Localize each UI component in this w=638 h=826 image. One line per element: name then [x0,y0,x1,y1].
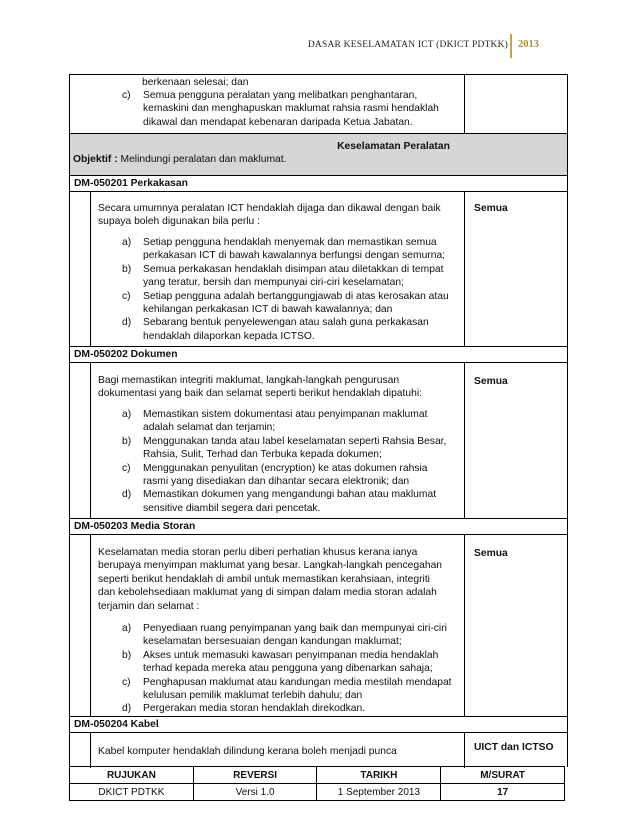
footer-value-cell: Versi 1.0 [193,784,317,801]
dm-050202-code: DM-050202 Dokumen [74,349,178,360]
dm-050201-responsibility: Semua [474,203,508,214]
document-title: DASAR KESELAMATAN ICT (DKICT PDTKK) [307,40,508,50]
dm-050201-code: DM-050201 Perkakasan [74,178,188,189]
objective: Objektif : Melindungi peralatan dan maklumat. [73,154,287,165]
footer-value-cell: 1 September 2013 [317,784,441,801]
dm-050202-responsibility: Semua [474,376,508,387]
dm-050201-intro-2: supaya boleh digunakan bila perlu : [98,216,261,228]
section-title: Keselamatan Peralatan [337,141,450,152]
continuation-row [70,74,567,133]
header-separator [510,34,512,58]
list-item: c) Semua pengguna peralatan yang melibatkan penghantaran, kemaskini dan menghapuskan maklumat rahsia rasmi hendaklah dikawal dan mendapat kebenaran daripada Ketua Jabatan. [122,90,439,128]
dm-050201-intro-1: Secara umumnya peralatan ICT hendaklah dijaga dan dikawal dengan baik [98,203,441,214]
dm-050203-intro-2: berupaya menyimpan maklumat yang besar. Langkah-langkah pencegahan [98,560,443,572]
dm-050204-responsibility: UICT dan ICTSO [474,742,554,753]
footer-table [69,766,565,801]
dm-050203-intro-5: terjamin dan selamat : [98,600,200,612]
section-row [70,133,567,176]
dm-050202-code-row [70,346,567,363]
policy-table [69,74,568,767]
dm-050203-code: DM-050203 Media Storan [74,521,196,532]
dm-050203-intro-3: seperti berikut hendaklah di ambil untuk memastikan kerahsiaan, integriti [98,573,430,585]
footer-header-cell: REVERSI [193,767,317,784]
continuation-line: berkenaan selesai; dan [142,77,249,88]
dm-050202-intro-2: dokumentasi yang baik dan selamat seperti berikut hendaklah dipatuhi: [98,388,422,400]
dm-050203-intro-4: dan kebolehsediaan maklumat yang di simpan dalam media storan adalah [98,587,437,599]
footer-header-cell: RUJUKAN [70,767,194,784]
dm-050203-intro-1: Keselamatan media storan perlu diberi perhatian khusus kerana ianya [98,547,418,558]
page-number: 17 [441,784,565,801]
dm-050201-body-row: Secara umumnya peralatan ICT hendaklah dijaga dan dikawal dengan baik supaya boleh digunakan bila perlu : Semua a) Setiap pengguna hendaklah menyemak dan memastikan semua perkakasan ICT di bawah kawalannya berfungsi dengan semurna; b) Semua perkakasan hendaklah disimpan atau diletakkan di tempat yang teratur, bersih dan mempunyai ciri-ciri keselamatan; c) Setiap pengguna adalah bertanggungjawab di atas kerosakan atau kehilangan perkakasan ICT di bawah kawalannya; dan d) Sebarang bentuk penyelewengan atau salah guna perkakasan hendaklah dilaporkan kepada ICTSO. [70,191,567,347]
dm-050204-intro-1: Kabel komputer hendaklah dilindung kerana boleh menjadi punca [98,746,397,757]
footer-value-row [70,784,565,801]
dm-050201-code-row [70,175,567,192]
footer-value-cell: DKICT PDTKK [70,784,194,801]
footer-header-row [70,767,565,784]
footer-header-cell: M/SURAT [441,767,565,784]
dm-050203-responsibility: Semua [474,548,508,559]
dm-050203-body-row: Keselamatan media storan perlu diberi perhatian khusus kerana ianya berupaya menyimpan maklumat yang besar. Langkah-langkah pencegahan seperti berikut hendaklah di ambil untuk memastikan kerahsiaan, integriti dan kebolehsediaan maklumat yang di simpan dalam media storan adalah terjamin dan selamat : Semua a) Penyediaan ruang penyimpanan yang baik dan mempunyai ciri-ciri keselamatan bersesuaian dengan kandungan maklumat; b) Akses untuk memasuki kawasan penyimpanan media hendaklah terhad kepada mereka atau pengguna yang dibenarkan sahaja; c) Penghapusan maklumat atau kandungan media mestilah mendapat kelulusan pemilik maklumat terlebih dahulu; dan d) Pergerakan media storan hendaklah direkodkan. [70,534,567,717]
page-header [0,38,638,58]
dm-050202-body-row: Bagi memastikan integriti maklumat, langkah-langkah pengurusan dokumentasi yang baik dan selamat seperti berikut hendaklah dipatuhi: Semua a) Memastikan sistem dokumentasi atau penyimpanan maklumat adalah selamat dan terjamin; b) Menggunakan tanda atau label keselamatan seperti Rahsia Besar, Rahsia, Sulit, Terhad dan Terbuka kepada dokumen; c) Menggunakan penyulitan (encryption) ke atas dokumen rahsia rasmi yang disediakan dan dihantar secara elektronik; dan d) Memastikan dokumen yang mengandungi bahan atau maklumat sensitive diambil segera dari pencetak. [70,362,567,519]
footer-header-cell: TARIKH [317,767,441,784]
dm-050204-code: DM-050204 Kabel [74,719,159,730]
dm-050204-code-row [70,716,567,733]
document-year: 2013 [518,39,539,50]
dm-050203-code-row [70,518,567,535]
dm-050204-body-row [70,732,567,768]
dm-050202-intro-1: Bagi memastikan integriti maklumat, langkah-langkah pengurusan [98,375,400,386]
